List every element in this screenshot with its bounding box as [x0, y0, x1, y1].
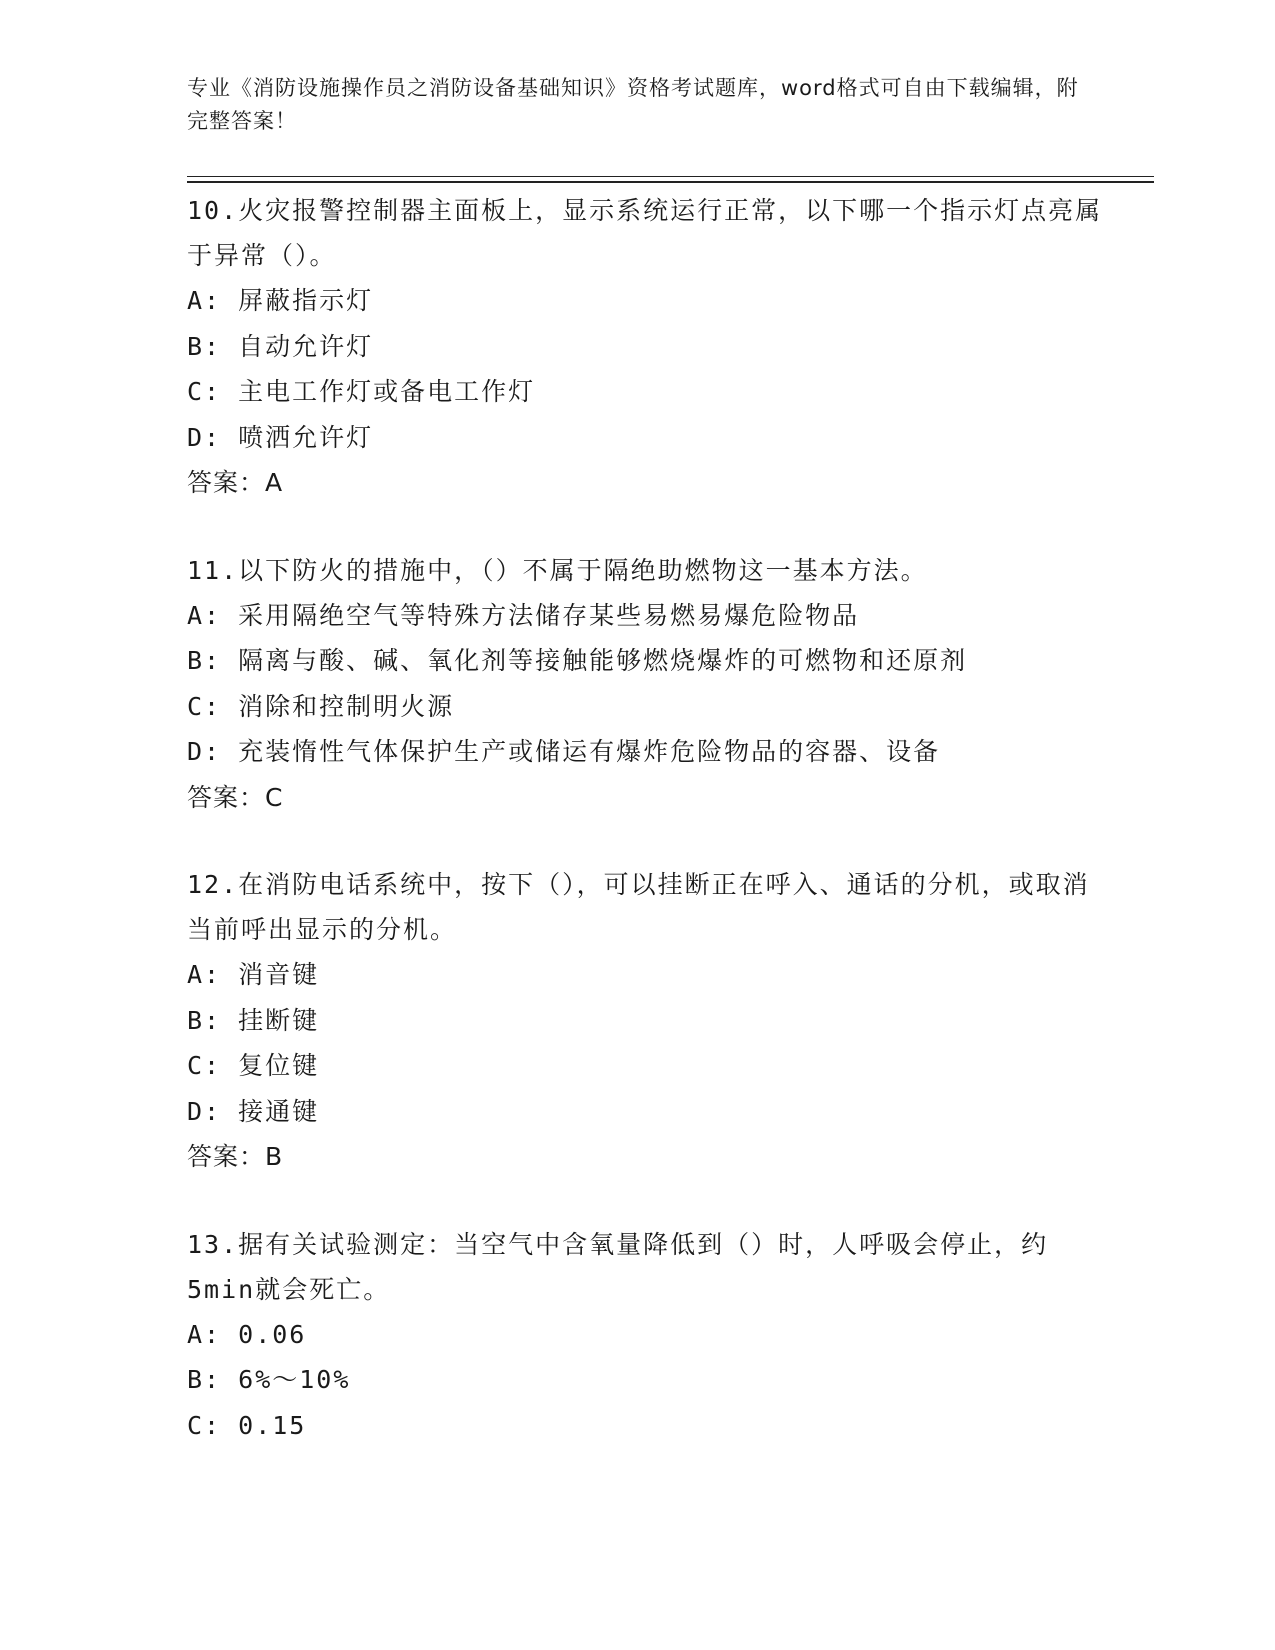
option-d: D: 喷洒允许灯: [187, 422, 374, 452]
option-a: A: 0.06: [187, 1319, 307, 1349]
document-header: [187, 72, 1087, 138]
answer: 答案：C: [187, 782, 284, 812]
option-a: A: 采用隔绝空气等特殊方法储存某些易燃易爆危险物品: [187, 600, 860, 630]
question-13: [187, 1222, 1107, 1449]
option-b: B: 隔离与酸、碱、氧化剂等接触能够燃烧爆炸的可燃物和还原剂: [187, 646, 968, 675]
answer: 答案：B: [187, 1142, 284, 1171]
option-c: C: 主电工作灯或备电工作灯: [187, 377, 536, 406]
header-intro-text: 专业《消防设施操作员之消防设备基础知识》资格考试题库，word格式可自由下载编辑，附完整答案！: [187, 76, 1079, 133]
question-stem: 10.火灾报警控制器主面板上，显示系统运行正常，以下哪一个指示灯点亮属于异常（）。: [187, 196, 1103, 270]
question-stem: 12.在消防电话系统中，按下（），可以挂断正在呼入、通话的分机，或取消当前呼出显示的分机。: [187, 870, 1090, 944]
option-d: D: 充装惰性气体保护生产或储运有爆炸危险物品的容器、设备: [187, 737, 941, 766]
header-divider-thick: [187, 181, 1154, 183]
option-b: B: 6%～10%: [187, 1365, 351, 1394]
question-stem: 11.以下防火的措施中，（）不属于隔绝助燃物这一基本方法。: [187, 555, 928, 585]
question-list: [187, 188, 1107, 1490]
answer: 答案：A: [187, 468, 284, 497]
question-stem: 13.据有关试验测定：当空气中含氧量降低到（）时，人呼吸会停止，约5min就会死亡。: [187, 1229, 1049, 1304]
question-12: [187, 862, 1107, 1180]
question-11: [187, 548, 1107, 821]
question-10: [187, 188, 1107, 506]
option-b: B: 自动允许灯: [187, 331, 374, 361]
option-c: C: 复位键: [187, 1051, 320, 1080]
option-b: B: 挂断键: [187, 1005, 320, 1035]
header-divider-thin: [187, 176, 1154, 177]
option-a: A: 消音键: [187, 960, 320, 989]
option-d: D: 接通键: [187, 1096, 320, 1126]
option-c: C: 0.15: [187, 1410, 307, 1440]
option-a: A: 屏蔽指示灯: [187, 286, 374, 315]
option-c: C: 消除和控制明火源: [187, 691, 455, 721]
